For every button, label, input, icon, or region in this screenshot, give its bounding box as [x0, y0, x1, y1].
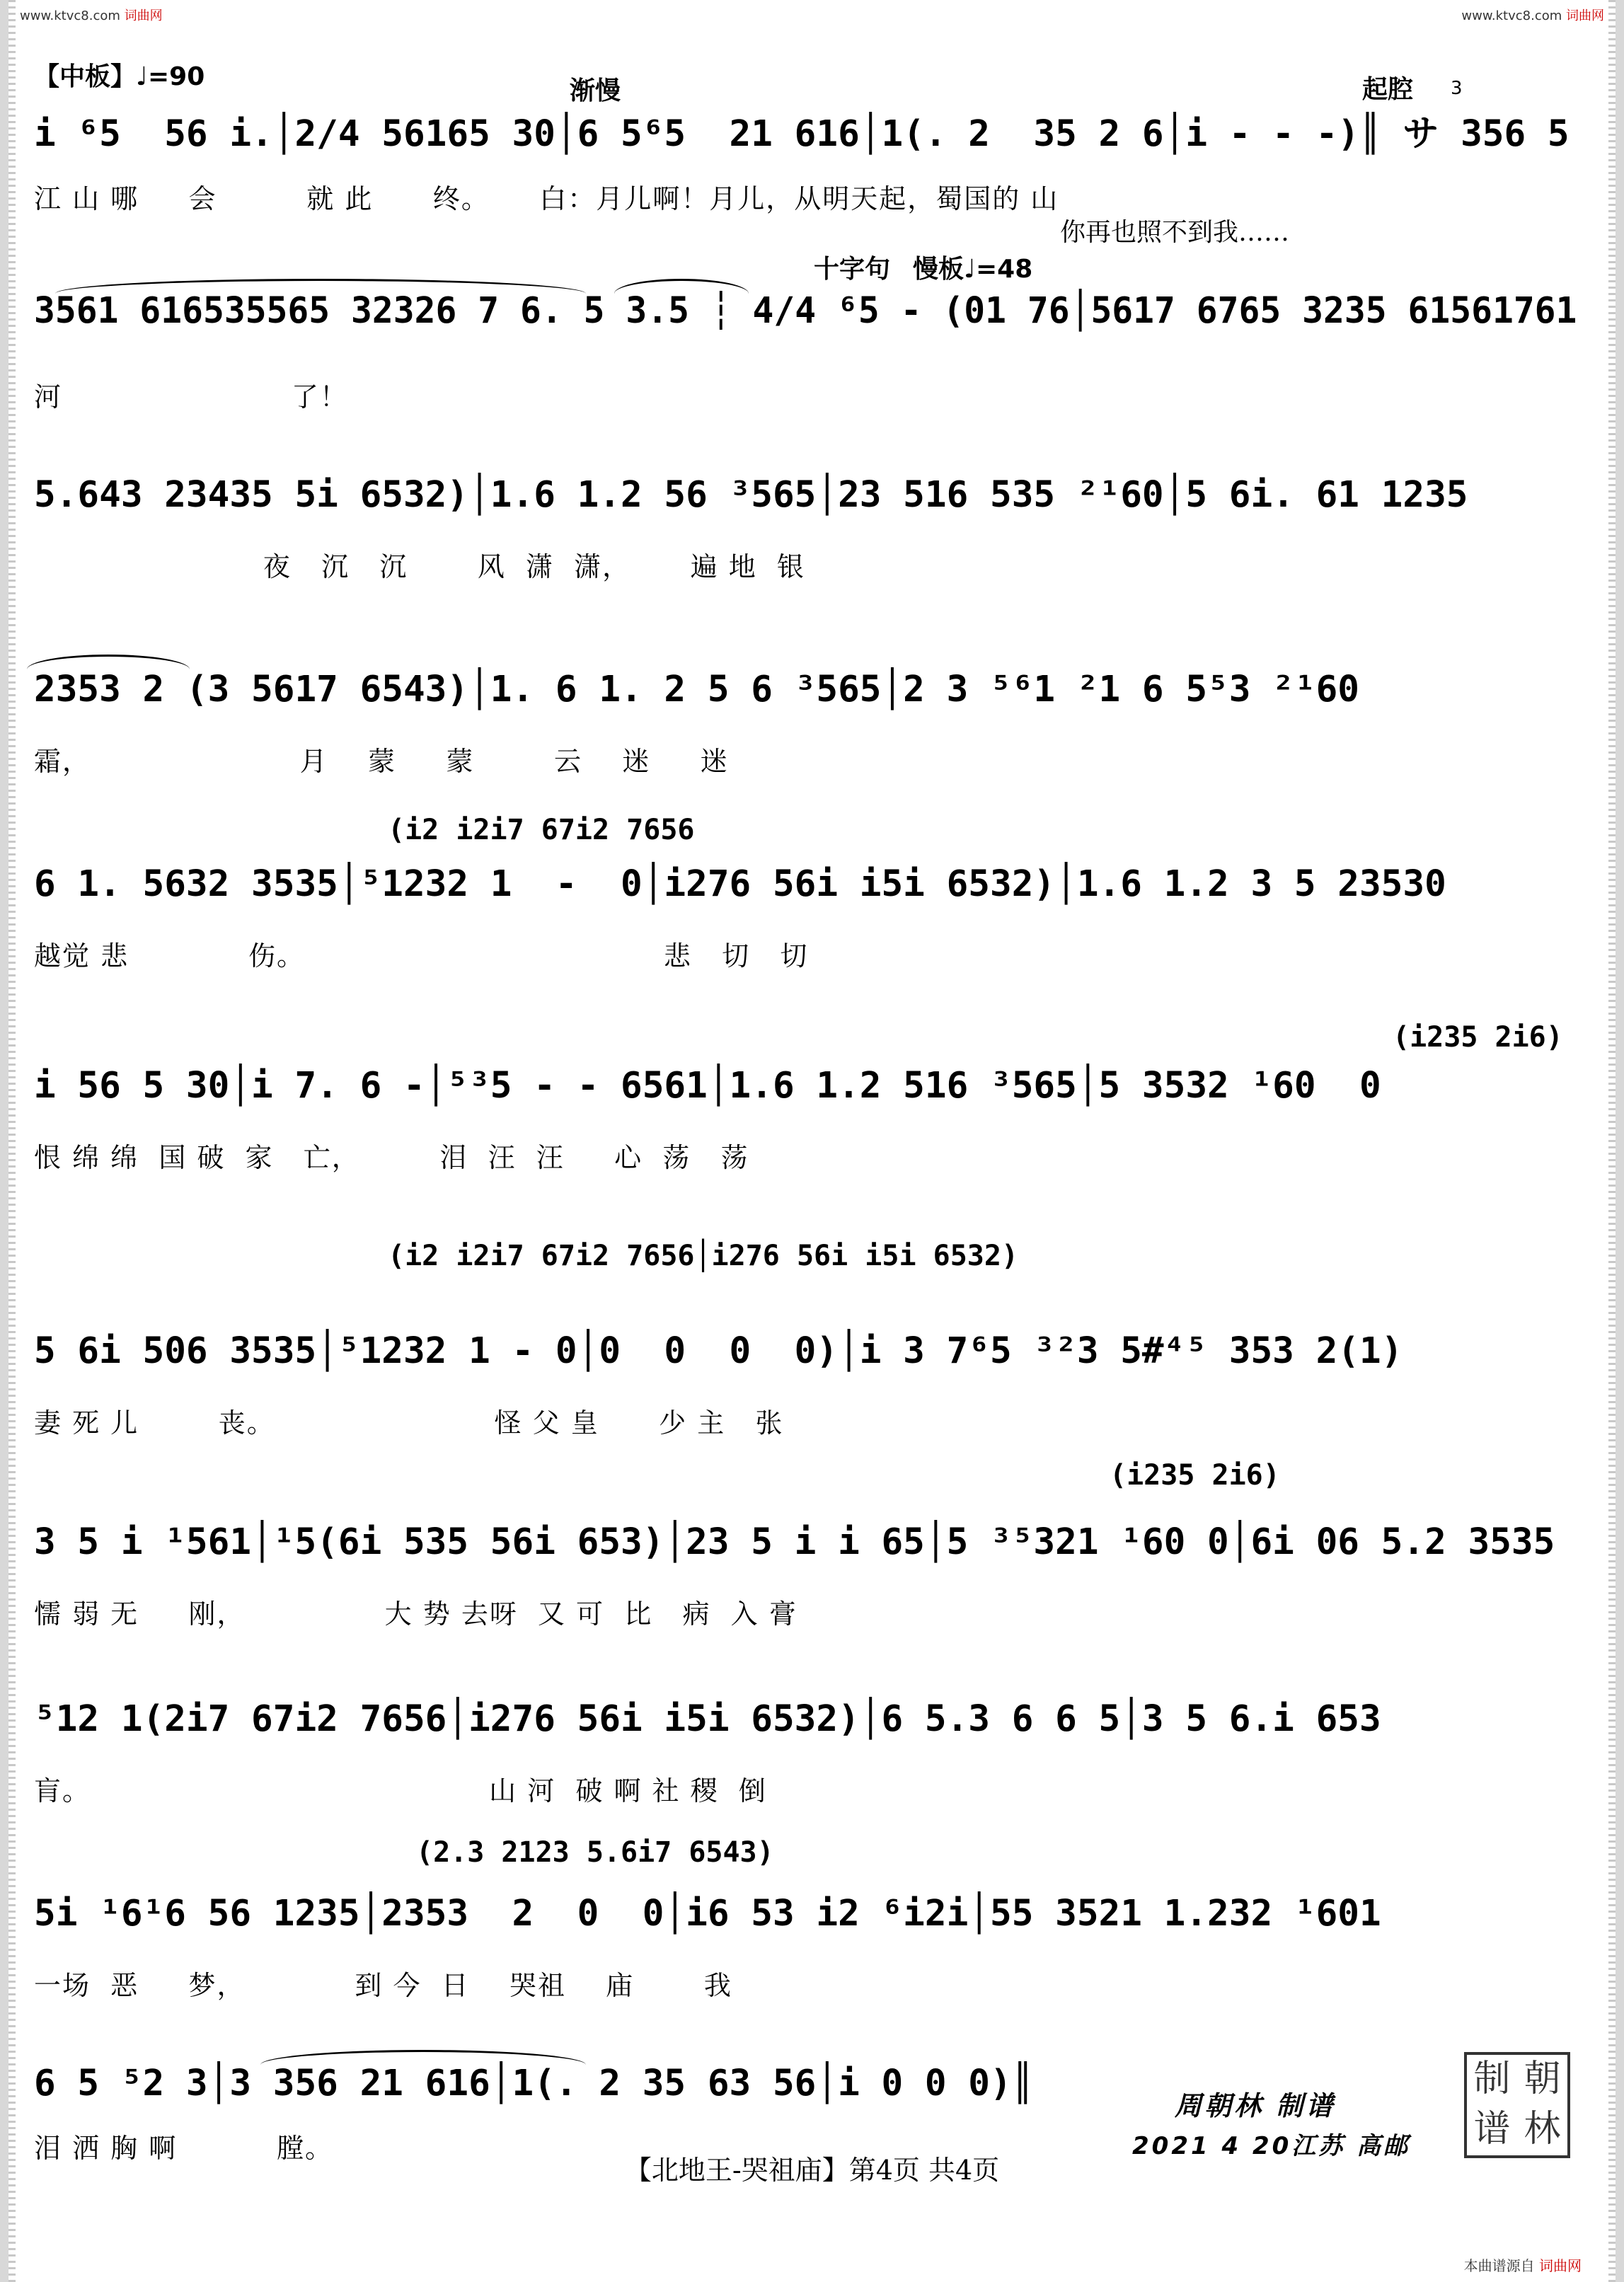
arranger-date: 2021 4 20江苏 高邮 — [1132, 2132, 1411, 2160]
score-row-7 — [34, 1240, 1584, 1465]
score-row-10 — [34, 1836, 1584, 2027]
tempo-mark-qiqiang: 起腔 — [1362, 75, 1414, 104]
source-site-link[interactable]: 词曲网 — [1539, 2257, 1582, 2274]
header-right-site[interactable]: www.ktvc8.com — [1461, 8, 1562, 23]
lyrics-line: 霜， 月 蒙 蒙 云 迷 迷 — [34, 746, 729, 777]
lyrics-line: 越觉 悲 伤。 悲 切 切 — [34, 940, 809, 972]
source-label: 本曲谱源自 — [1463, 2257, 1535, 2274]
accompaniment-line: (i2 i2i7 67i2 7656 — [388, 814, 695, 846]
accompaniment-line: (i2 i2i7 67i2 7656│i276 56i i5i 6532) — [388, 1240, 1019, 1272]
tempo-mark-start: 【中板】♩=90 — [34, 62, 205, 91]
arranger-seal — [1464, 2052, 1570, 2158]
score-row-5 — [34, 814, 1584, 998]
header-left-name[interactable]: 词曲网 — [124, 8, 163, 23]
notation-line: 3 5 i ¹561│¹5(6i 535 56i 653)│23 5 i i 65│5 ³⁵321 ¹60 0│6i 06 5.2 3535 — [34, 1521, 1555, 1563]
tempo-mark-slowing: 渐慢 — [570, 76, 621, 105]
lyrics-line: 一场 恶 梦， 到 今 日 哭祖 庙 我 — [34, 1970, 732, 2001]
lyrics-line: 河 了！ — [34, 381, 348, 413]
notation-line: 6 5 ⁵2 3│3 356 21 616│1(. 2 35 63 56│i 0 0 0)║ — [34, 2063, 1034, 2104]
notation-line: 5.643 23435 5i 6532)│1.6 1.2 56 ³565│23 516 535 ²¹60│5 6i. 61 1235 — [34, 474, 1468, 516]
left-perforation — [8, 0, 16, 2282]
notation-line: ⁵12 1(2i7 67i2 7656│i276 56i i5i 6532)│6 5.3 6 6 5│3 5 6.i 653 — [34, 1698, 1381, 1740]
score-row-9 — [34, 1691, 1584, 1833]
lyrics-line: 肓。 山 河 破 啊 社 稷 倒 — [34, 1775, 767, 1806]
accompaniment-line: (i235 2i6) — [1110, 1459, 1280, 1492]
seal-char: 谱 — [1473, 2108, 1511, 2150]
header-left-site[interactable]: www.ktvc8.com — [20, 8, 120, 23]
header-right-name[interactable]: 词曲网 — [1566, 8, 1604, 23]
notation-line: 2353 2 (3 5617 6543)│1. 6 1. 2 5 6 ³565│2 3 ⁵⁶1 ²1 6 5⁵3 ²¹60 — [34, 669, 1359, 710]
score-row-8 — [34, 1459, 1584, 1656]
tempo-mark-shizijv: 十字句 — [814, 255, 891, 284]
source-note — [1464, 2254, 1582, 2275]
triplet-mark: 3 — [1451, 78, 1463, 99]
seal-char: 林 — [1524, 2108, 1561, 2150]
lyrics-line: 妻 死 儿 丧。 怪 父 皇 少 主 张 — [34, 1407, 784, 1439]
lyrics-line: 夜 沉 沉 风 潇 潇， 遍 地 银 — [34, 551, 805, 582]
tempo-mark-manban: 慢板♩=48 — [913, 255, 1033, 284]
notation-line: 3561 616535565 32326 7 6. 5 3.5 ┆ 4/4 ⁶5 - (01 76│5617 6765 3235 61561761 — [34, 290, 1577, 332]
score-row-1 — [34, 106, 1584, 248]
lyrics-line: 江 山 哪 会 就 此 终。 白：月儿啊！月儿，从明天起，蜀国的 山 — [34, 183, 1059, 214]
lyrics-line: 泪 洒 胸 啊 膛。 — [34, 2133, 334, 2164]
page-footer: 【北地王-哭祖庙】第4页 共4页 — [624, 2155, 1000, 2186]
right-perforation — [1608, 0, 1616, 2282]
spoken-line: 你再也照不到我…… — [1060, 218, 1290, 247]
header-right — [1461, 6, 1604, 24]
score-row-4 — [34, 662, 1584, 803]
score-row-3 — [34, 467, 1584, 609]
notation-line: 5i ¹6¹6 56 1235│2353 2 0 0│i6 53 i2 ⁶i2i│55 3521 1.232 ¹601 — [34, 1893, 1381, 1935]
accompaniment-line: (2.3 2123 5.6i7 6543) — [416, 1836, 774, 1869]
arranger-credit: 周朝林 制谱 — [1175, 2090, 1336, 2121]
score-row-2 — [34, 283, 1584, 425]
notation-line: 6 1. 5632 3535│⁵1232 1 - 0│i276 56i i5i 6532)│1.6 1.2 3 5 23530 — [34, 863, 1446, 905]
accompaniment-line: (i235 2i6) — [1393, 1021, 1563, 1054]
notation-line: i ⁶5 56 i.│2/4 56165 30│6 5⁶5 21 616│1(. 2 35 2 6│i - - -)║ サ 356 5 — [34, 113, 1570, 155]
seal-char: 朝 — [1524, 2058, 1561, 2100]
notation-line: 5 6i 506 3535│⁵1232 1 - 0│0 0 0 0)│i 3 7⁶5 ³²3 5#⁴⁵ 353 2(1) — [34, 1330, 1403, 1372]
seal-char: 制 — [1473, 2058, 1511, 2100]
lyrics-line: 懦 弱 无 刚， 大 势 去呀 又 可 比 病 入 膏 — [34, 1598, 797, 1630]
notation-line: i 56 5 30│i 7. 6 -│⁵³5 - - 6561│1.6 1.2 516 ³565│5 3532 ¹60 0 — [34, 1065, 1381, 1107]
lyrics-line: 恨 绵 绵 国 破 家 亡， 泪 汪 汪 心 荡 荡 — [34, 1142, 749, 1173]
score-row-6 — [34, 1021, 1584, 1199]
header-left — [20, 6, 163, 24]
